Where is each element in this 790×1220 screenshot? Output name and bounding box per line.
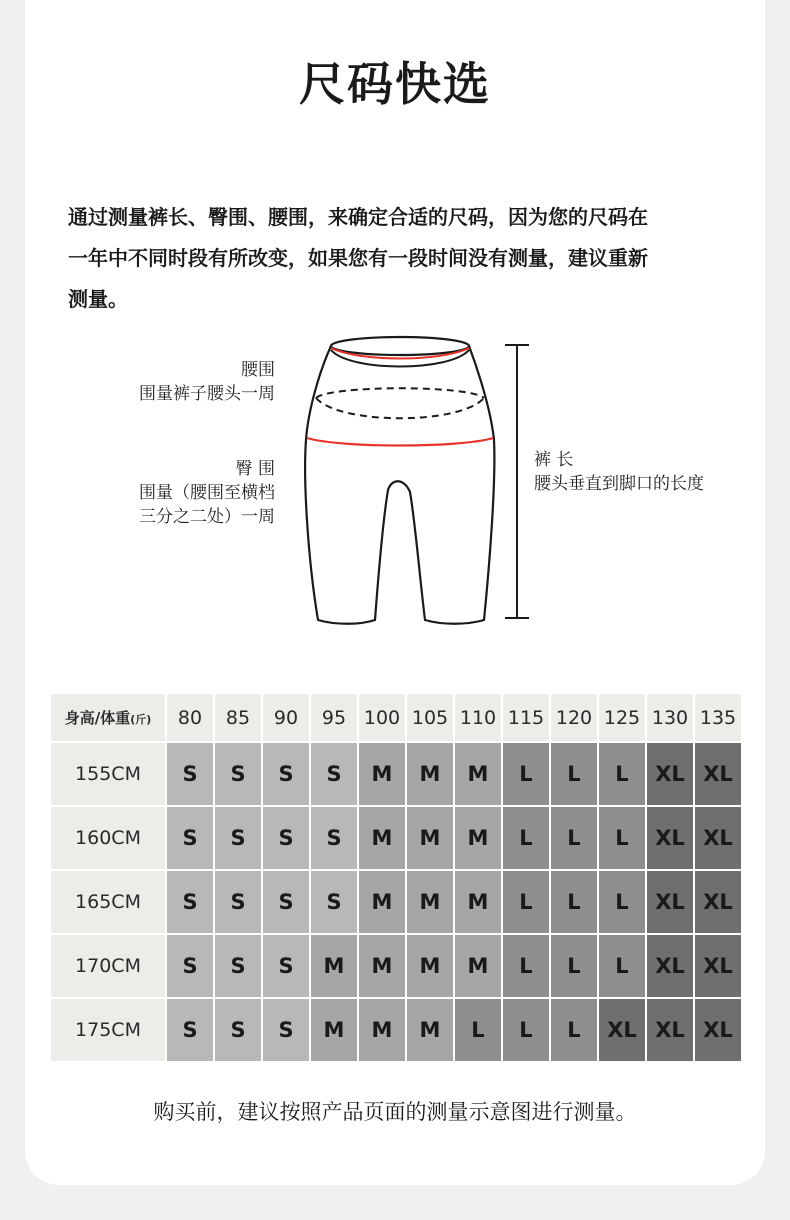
weight-header: 110 <box>454 693 502 742</box>
size-cell: XL <box>646 998 694 1062</box>
waistband-top <box>331 337 469 355</box>
size-cell: L <box>550 934 598 998</box>
size-cell: L <box>598 742 646 806</box>
height-cell: 165CM <box>50 870 166 934</box>
size-cell: M <box>454 806 502 870</box>
size-cell: M <box>406 934 454 998</box>
hip-desc: 三分之二处）一周 <box>139 507 275 527</box>
table-row <box>50 806 742 870</box>
size-cell: M <box>358 934 406 998</box>
size-cell: M <box>358 870 406 934</box>
size-cell: S <box>214 870 262 934</box>
hip-title: 臀 围 <box>235 459 275 479</box>
intro-line: 测量。 <box>68 287 128 311</box>
size-cell: L <box>598 870 646 934</box>
weight-header: 105 <box>406 693 454 742</box>
size-cell: L <box>550 742 598 806</box>
size-cell: L <box>550 998 598 1062</box>
size-cell: L <box>502 870 550 934</box>
size-cell: XL <box>598 998 646 1062</box>
size-cell: M <box>454 742 502 806</box>
size-cell: S <box>166 806 214 870</box>
corner-header <box>50 693 166 742</box>
size-cell: XL <box>694 870 742 934</box>
size-cell: S <box>262 742 310 806</box>
size-cell: L <box>502 934 550 998</box>
size-cell: L <box>502 806 550 870</box>
weight-header: 90 <box>262 693 310 742</box>
weight-header: 85 <box>214 693 262 742</box>
weight-header: 130 <box>646 693 694 742</box>
size-cell: S <box>214 934 262 998</box>
size-cell: XL <box>646 806 694 870</box>
size-cell: XL <box>646 870 694 934</box>
size-cell: S <box>166 742 214 806</box>
weight-header: 100 <box>358 693 406 742</box>
size-cell: M <box>454 870 502 934</box>
size-cell: L <box>502 998 550 1062</box>
size-cell: S <box>262 806 310 870</box>
size-cell: S <box>262 934 310 998</box>
weight-header: 120 <box>550 693 598 742</box>
weight-header: 115 <box>502 693 550 742</box>
size-cell: M <box>310 934 358 998</box>
size-cell: L <box>550 806 598 870</box>
waist-label <box>100 358 275 406</box>
size-cell: M <box>358 806 406 870</box>
size-cell: S <box>166 934 214 998</box>
size-cell: S <box>214 998 262 1062</box>
table-row <box>50 998 742 1062</box>
size-cell: L <box>598 934 646 998</box>
length-desc: 腰头垂直到脚口的长度 <box>534 474 704 494</box>
size-cell: S <box>214 806 262 870</box>
intro-line: 通过测量裤长、臀围、腰围，来确定合适的尺码，因为您的尺码在 <box>68 205 648 229</box>
size-cell: M <box>310 998 358 1062</box>
corner-label: 身高/体重 <box>64 709 131 727</box>
weight-header: 125 <box>598 693 646 742</box>
height-cell: 155CM <box>50 742 166 806</box>
table-header-row <box>50 693 742 742</box>
waist-desc: 围量裤子腰头一周 <box>139 384 275 404</box>
size-cell: XL <box>646 742 694 806</box>
size-cell: S <box>262 870 310 934</box>
weight-header: 95 <box>310 693 358 742</box>
size-cell: XL <box>694 998 742 1062</box>
length-title: 裤 长 <box>534 450 574 470</box>
size-cell: S <box>166 870 214 934</box>
size-cell: M <box>406 742 454 806</box>
size-cell: XL <box>694 806 742 870</box>
height-cell: 160CM <box>50 806 166 870</box>
corner-unit: (斤) <box>130 713 152 726</box>
size-cell: XL <box>694 934 742 998</box>
size-cell: M <box>454 934 502 998</box>
size-cell: S <box>262 998 310 1062</box>
size-cell: XL <box>646 934 694 998</box>
size-cell: M <box>358 742 406 806</box>
weight-header: 80 <box>166 693 214 742</box>
waist-dashed-line-lower <box>316 398 484 418</box>
size-cell: M <box>358 998 406 1062</box>
waist-title: 腰围 <box>241 360 275 380</box>
footer-note: 购买前，建议按照产品页面的测量示意图进行测量。 <box>153 1100 637 1124</box>
size-cell: S <box>214 742 262 806</box>
page-title: 尺码快选 <box>299 57 491 111</box>
table-row <box>50 934 742 998</box>
size-cell: L <box>550 870 598 934</box>
size-cell: M <box>406 998 454 1062</box>
weight-header: 135 <box>694 693 742 742</box>
hip-label <box>100 457 275 529</box>
waist-dashed-line <box>316 388 484 398</box>
size-cell: M <box>406 806 454 870</box>
size-cell: M <box>406 870 454 934</box>
size-cell: L <box>454 998 502 1062</box>
table-row <box>50 742 742 806</box>
size-cell: L <box>502 742 550 806</box>
size-cell: S <box>310 806 358 870</box>
hip-measure-line <box>307 438 493 446</box>
size-cell: S <box>310 742 358 806</box>
height-cell: 170CM <box>50 934 166 998</box>
size-table <box>49 692 743 1063</box>
hip-desc: 围量（腰围至横档 <box>139 483 275 503</box>
size-cell: S <box>166 998 214 1062</box>
size-cell: XL <box>694 742 742 806</box>
intro-line: 一年中不同时段有所改变，如果您有一段时间没有测量，建议重新 <box>68 246 648 270</box>
size-cell: L <box>598 806 646 870</box>
length-label <box>534 448 704 496</box>
table-row <box>50 870 742 934</box>
size-cell: S <box>310 870 358 934</box>
height-cell: 175CM <box>50 998 166 1062</box>
